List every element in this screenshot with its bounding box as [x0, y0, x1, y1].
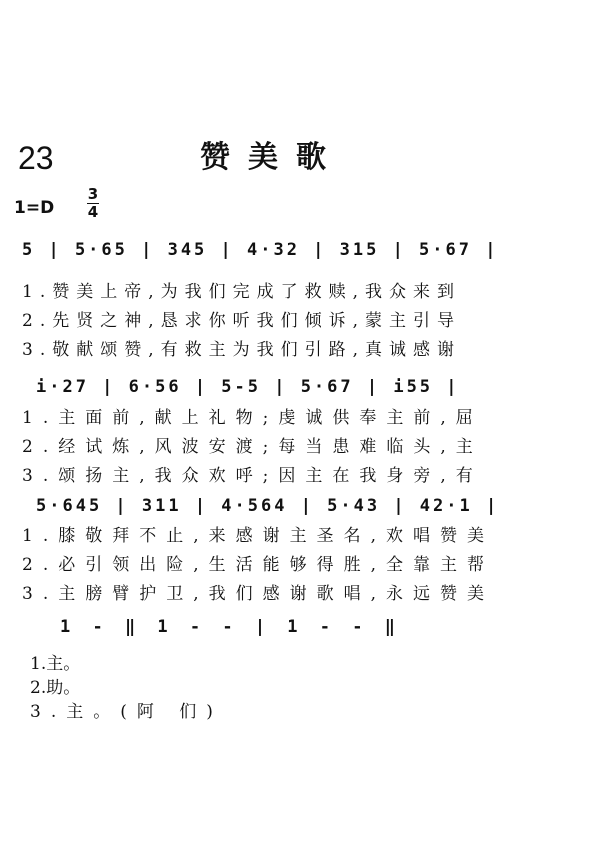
lyric-line-3-verse-3: 3.主膀臂护卫,我们感谢歌唱,永远赞美 [22, 584, 495, 604]
time-signature [86, 186, 100, 221]
lyric-line-2-verse-3: 3.颂扬主,我众欢呼;因主在我身旁,有 [22, 466, 483, 486]
lyric-line-2-verse-2: 2.经试炼,风波安渡;每当患难临头,主 [22, 437, 483, 457]
time-signature-bottom: 4 [87, 203, 99, 221]
lyric-line-2-verse-1: 1.主面前,献上礼物;虔诚供奉主前,屈 [22, 408, 483, 428]
lyric-line-3-verse-2: 2.必引领出险,生活能够得胜,全靠主帮 [22, 555, 495, 575]
lyric-line-4-verse-1: 1.主。 [30, 654, 81, 674]
lyric-line-1-verse-3: 3.敬献颂赞,有救主为我们引路,真诚感谢 [22, 340, 462, 360]
notation-line-4: 1 - ‖ 1 - - | 1 - - ‖ [60, 617, 401, 637]
time-signature-top: 3 [87, 185, 99, 203]
notation-line-2: i·27 | 6·56 | 5-5 | 5·67 | i55 | [36, 377, 460, 397]
lyric-line-1-verse-1: 1.赞美上帝,为我们完成了救赎,我众来到 [22, 282, 462, 302]
lyric-line-3-verse-1: 1.膝敬拜不止,来感谢主圣名,欢唱赞美 [22, 526, 495, 546]
notation-line-1: 5 | 5·65 | 345 | 4·32 | 315 | 5·67 | [22, 240, 499, 260]
lyric-line-4-verse-2: 2.助。 [30, 678, 81, 698]
notation-line-3: 5·645 | 311 | 4·564 | 5·43 | 42·1 | [36, 496, 500, 516]
lyric-line-1-verse-2: 2.先贤之神,恳求你听我们倾诉,蒙主引导 [22, 311, 462, 331]
song-title: 赞美歌 [200, 140, 344, 175]
key-signature: 1=D [14, 198, 55, 218]
hymn-number: 23 [18, 140, 54, 176]
lyric-line-4-verse-3: 3.主。(阿 们) [30, 702, 223, 722]
